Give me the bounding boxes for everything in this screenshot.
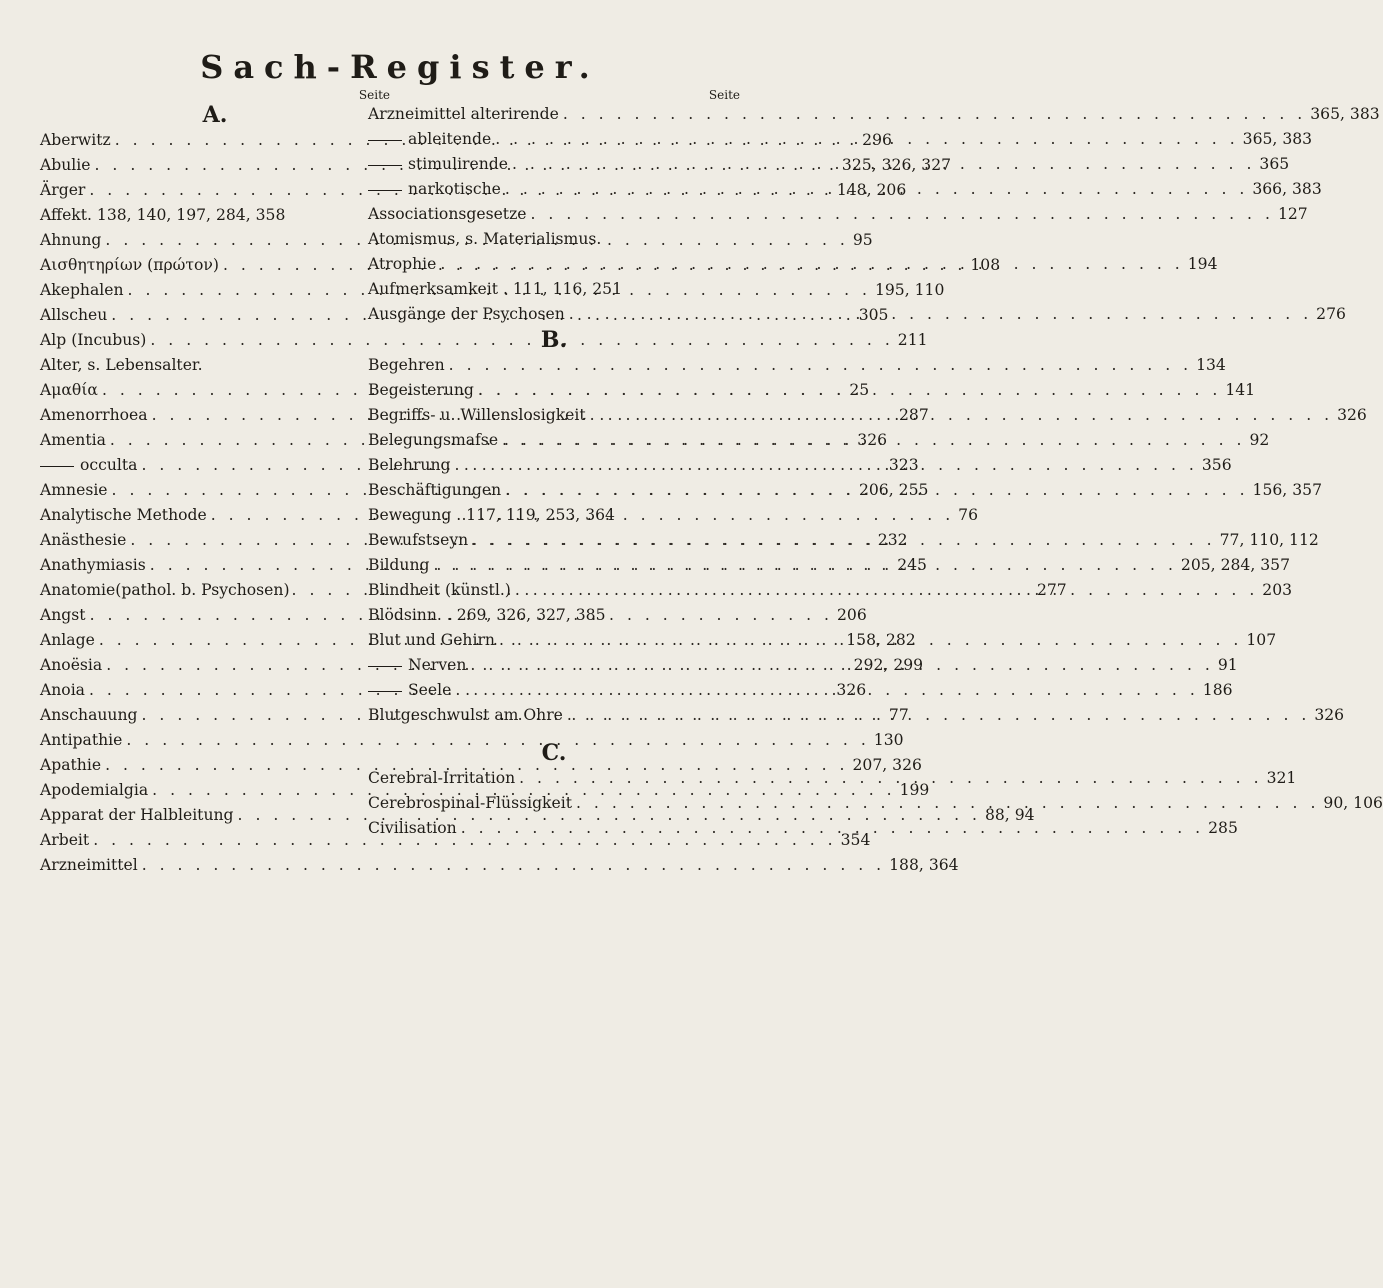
page-title: Sach-Register.	[200, 48, 600, 86]
index-entry: Anoësia . . . 292, 299	[40, 653, 390, 678]
ditto-dash	[368, 140, 402, 141]
index-entry: Begehren . . . 134	[368, 353, 740, 378]
index-entry: Civilisation . . . 285	[368, 816, 740, 841]
index-entry: Apathie . . . 207, 326	[40, 753, 390, 778]
index-entry: Alp (Incubus) . . . 211	[40, 328, 390, 353]
index-subentry: Seele . . . 186	[368, 678, 740, 703]
index-entry: Amentia . . . 326	[40, 428, 390, 453]
index-entry: Affekt. 138, 140, 197, 284, 358	[40, 206, 286, 224]
index-entry: Anschauung . . . 77	[40, 703, 390, 728]
index-entry: Arzneimittel alterirende . . . 365, 383	[368, 102, 740, 127]
index-entry: Atomismus, s. Materialismus.	[368, 230, 602, 248]
index-entry: Arzneimittel . . . 188, 364	[40, 853, 390, 878]
index-entry: Blödsinn. . 269, 326, 327, 385	[368, 606, 606, 624]
index-entry: Abulie . . . 325, 326, 327	[40, 153, 390, 178]
index-entry: Aberwitz . . . 296	[40, 128, 390, 153]
seite-header: Seite	[708, 88, 740, 102]
index-subentry: Nerven . . . 91	[368, 653, 740, 678]
index-entry: Allscheu . . . 305	[40, 303, 390, 328]
index-entry: Cerebrospinal-Flüssigkeit . . . 90, 106	[368, 791, 740, 816]
index-entry: Apparat der Halbleitung . . . 88, 94	[40, 803, 390, 828]
ditto-dash	[40, 466, 74, 467]
index-entry: Begriffs- u. Willenslosigkeit . . . 326	[368, 403, 740, 428]
index-subentry: ableitende . . . 365, 383	[368, 127, 740, 152]
index-entry: Belehrung . . . 356	[368, 453, 740, 478]
index-entry: Ärger . . . 148, 206	[40, 178, 390, 203]
index-entry: Blindheit (künstl.) . . . 203	[368, 578, 740, 603]
section-letter-b: B.	[540, 327, 568, 353]
index-entry: Cerebral-Irritation . . . 321	[368, 766, 740, 791]
index-entry: Associationsgesetze . . . 127	[368, 202, 740, 227]
index-entry: Antipathie . . . 130	[40, 728, 390, 753]
index-entry: Apodemialgia . . . 199	[40, 778, 390, 803]
index-entry: Beschäftigungen . . . 156, 357	[368, 478, 740, 503]
index-subentry: narkotische . . . 366, 383	[368, 177, 740, 202]
index-entry: Atrophie . . . 194	[368, 252, 740, 277]
index-entry: Blut und Gehirn . . . 107	[368, 628, 740, 653]
ditto-dash	[368, 691, 402, 692]
ditto-dash	[368, 666, 402, 667]
index-entry: Akephalen . . . 195, 110	[40, 278, 390, 303]
index-entry: Αμαθία . . . 25	[40, 378, 390, 403]
index-entry: Aufmerksamkeit . 111, 116, 251	[368, 280, 622, 298]
index-entry: Anästhesie . . . 232	[40, 528, 390, 553]
index-entry: Arbeit . . . 354	[40, 828, 390, 853]
index-entry: Ausgänge der Psychosen . . . 276	[368, 302, 740, 327]
index-entry: Anatomie(pathol. b. Psychosen) . . . 277	[40, 578, 390, 603]
index-entry: Ahnung . . . 95	[40, 228, 390, 253]
index-entry: Amnesie . . . 206, 255	[40, 478, 390, 503]
index-entry: Alter, s. Lebensalter.	[40, 356, 203, 374]
index-subentry: stimulirende . . . 365	[368, 152, 740, 177]
section-letter-c: C.	[541, 740, 567, 766]
index-entry: Anathymiasis . . . 245	[40, 553, 390, 578]
index-entry: Bildung . . . 205, 284, 357	[368, 553, 740, 578]
index-entry: Anoia . . . 326	[40, 678, 390, 703]
index-subentry: occulta . . . 323	[40, 453, 390, 478]
index-entry: Bewufstseyn . . . 77, 110, 112	[368, 528, 740, 553]
seite-header: Seite	[358, 88, 390, 102]
ditto-dash	[368, 165, 402, 166]
index-entry: Bewegung . 117, 119, 253, 364	[368, 506, 615, 524]
index-entry: Anlage . . . 158, 282	[40, 628, 390, 653]
ditto-dash	[368, 190, 402, 191]
section-letter-a: A.	[202, 102, 228, 128]
index-entry: Angst . . . 206	[40, 603, 390, 628]
index-entry: Αισθητηρίων (πρώτον) . . . 108	[40, 253, 390, 278]
index-entry: Begeisterung . . . 141	[368, 378, 740, 403]
index-entry: Blutgeschwulst am Ohre . . . 326	[368, 703, 740, 728]
index-entry: Amenorrhoea . . . 287	[40, 403, 390, 428]
index-entry: Belegungsmafse . . . 92	[368, 428, 740, 453]
index-entry: Analytische Methode . . . 76	[40, 503, 390, 528]
